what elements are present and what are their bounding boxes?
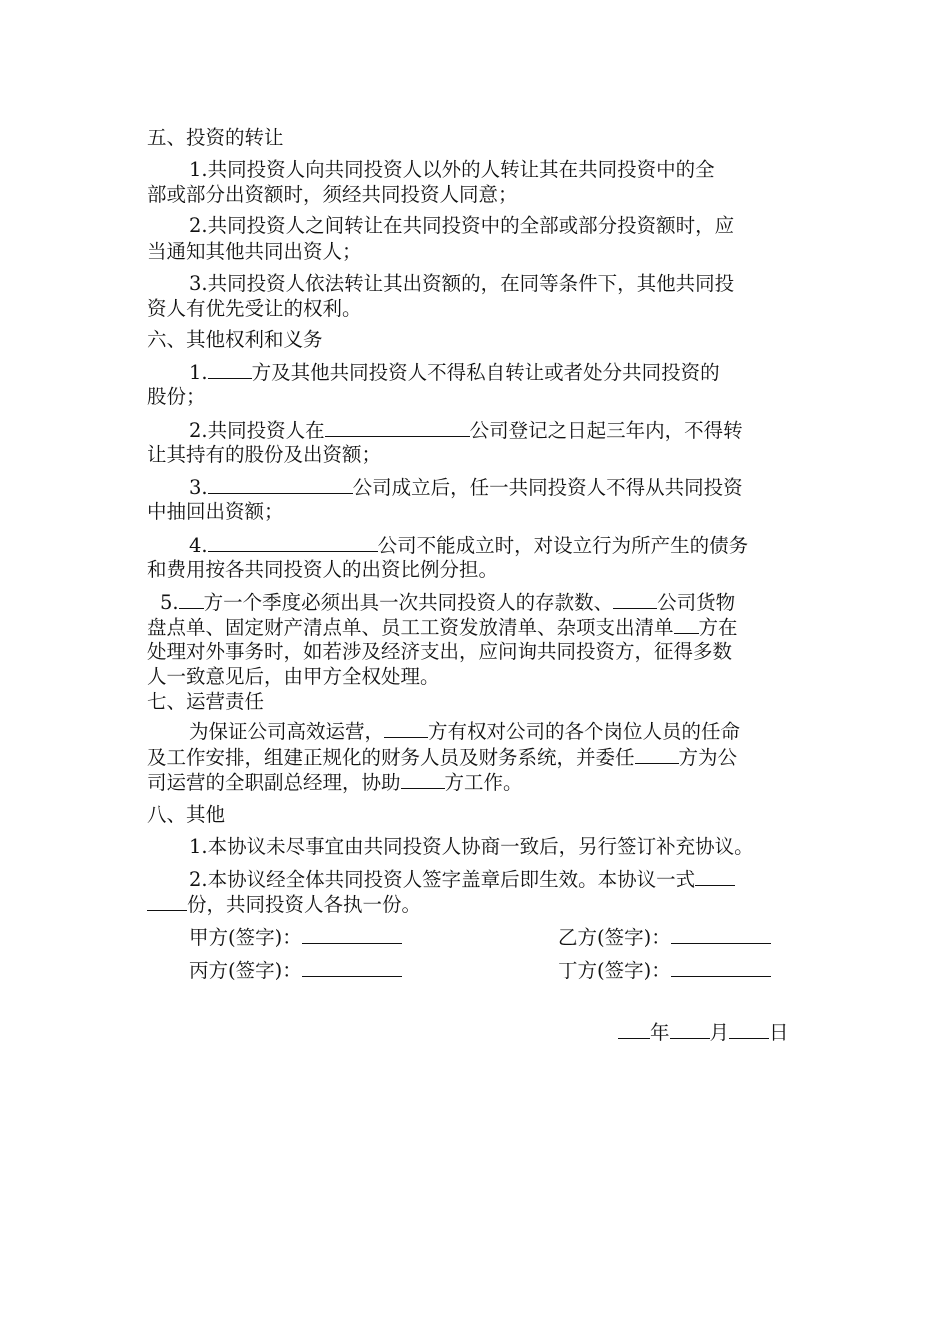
- signature-blank: [302, 958, 402, 977]
- section7-line2: [147, 745, 737, 770]
- signature-party-a: [189, 925, 402, 950]
- item-text: 方工作。: [444, 771, 523, 794]
- section6-item5-line1: [160, 590, 735, 615]
- item-text: 方及其他共同投资人不得私自转让或者处分共同投资的: [251, 361, 720, 384]
- signature-party-b: [558, 925, 771, 950]
- item-text: 公司不能成立时，对设立行为所产生的债务: [377, 534, 749, 557]
- fill-blank: [179, 590, 204, 609]
- item-text: 及工作安排，组建正规化的财务人员及财务系统，并委任: [147, 746, 635, 769]
- item-text: 公司货物: [657, 591, 736, 614]
- item-text: 为保证公司高效运营，: [189, 720, 385, 743]
- signature-blank: [671, 925, 771, 944]
- fill-blank: [208, 360, 252, 379]
- item-text: 司运营的全职副总经理，协助: [147, 771, 401, 794]
- item-text: 2.共同投资人在: [189, 419, 325, 442]
- signature-blank: [302, 925, 402, 944]
- fill-blank: [635, 745, 679, 764]
- item-text: 方有权对公司的各个岗位人员的任命: [428, 720, 741, 743]
- month-label: 月: [709, 1021, 730, 1044]
- item-text: 3.: [189, 476, 208, 499]
- fill-blank: [208, 533, 378, 552]
- section6-item2-line1: [189, 418, 743, 443]
- section6-heading: 六、其他权利和义务: [147, 328, 323, 351]
- item-text: 方为公: [678, 746, 738, 769]
- day-label: 日: [769, 1021, 789, 1044]
- fill-blank: [613, 590, 657, 609]
- section6-item5-line3: 处理对外事务时，如若涉及经济支出，应问询共同投资方，征得多数: [147, 640, 733, 663]
- section5-item1-line1: 1.共同投资人向共同投资人以外的人转让其在共同投资中的全: [189, 158, 715, 181]
- year-label: 年: [650, 1021, 670, 1044]
- item-text: 2.本协议经全体共同投资人签字盖章后即生效。本协议一式: [189, 868, 696, 891]
- signature-label: 丁方(签字)：: [558, 959, 671, 982]
- section5-item3-line2: 资人有优先受让的权利。: [147, 297, 362, 320]
- section6-item1-line1: [189, 360, 720, 385]
- section8-item1: 1.本协议未尽事宜由共同投资人协商一致后，另行签订补充协议。: [189, 835, 754, 858]
- section6-item4-line2: 和费用按各共同投资人的出资比例分担。: [147, 558, 499, 581]
- fill-blank: [325, 418, 470, 437]
- item-text: 4.: [189, 534, 208, 557]
- section6-item2-line2: 让其持有的股份及出资额；: [147, 443, 382, 466]
- day-blank: [729, 1020, 769, 1039]
- section5-item3-line1: 3.共同投资人依法转让其出资额的，在同等条件下，其他共同投: [189, 272, 735, 295]
- signature-label: 甲方(签字)：: [189, 926, 302, 949]
- section6-item3-line1: [189, 475, 743, 500]
- signature-label: 乙方(签字)：: [558, 926, 671, 949]
- fill-blank: [147, 892, 187, 911]
- month-blank: [670, 1020, 710, 1039]
- item-text: 方在: [698, 616, 738, 639]
- section6-item5-line2: [147, 615, 738, 640]
- fill-blank: [384, 719, 428, 738]
- section7-line1: [189, 719, 740, 744]
- item-text: 盘点单、固定财产清点单、员工工资发放清单、杂项支出清单: [147, 616, 674, 639]
- section6-item5-line4: 人一致意见后，由甲方全权处理。: [147, 665, 440, 688]
- signature-blank: [671, 958, 771, 977]
- section5-item2-line1: 2.共同投资人之间转让在共同投资中的全部或部分投资额时，应: [189, 214, 735, 237]
- signature-label: 丙方(签字)：: [189, 959, 302, 982]
- item-text: 公司登记之日起三年内，不得转: [469, 419, 743, 442]
- section8-item2-line1: [189, 867, 735, 892]
- section6-item1-line2: 股份；: [147, 385, 206, 408]
- section6-item4-line1: [189, 533, 748, 558]
- item-text: 1.: [189, 361, 208, 384]
- item-text: 方一个季度必须出具一次共同投资人的存款数、: [203, 591, 614, 614]
- signing-date: [618, 1020, 789, 1045]
- item-text: 5.: [160, 591, 179, 614]
- signature-party-c: [189, 958, 402, 983]
- item-text: 份，共同投资人各执一份。: [187, 893, 422, 916]
- item-text: 公司成立后，任一共同投资人不得从共同投资: [352, 476, 743, 499]
- signature-party-d: [558, 958, 771, 983]
- year-blank: [618, 1020, 650, 1039]
- section8-item2-line2: [147, 892, 421, 917]
- section5-item1-line2: 部或部分出资额时，须经共同投资人同意；: [147, 183, 518, 206]
- section7-heading: 七、运营责任: [147, 690, 265, 713]
- fill-blank: [208, 475, 353, 494]
- fill-blank: [674, 615, 699, 634]
- fill-blank: [695, 867, 735, 886]
- fill-blank: [401, 770, 445, 789]
- section6-item3-line2: 中抽回出资额；: [147, 500, 284, 523]
- section5-item2-line2: 当通知其他共同出资人；: [147, 240, 362, 263]
- section7-line3: [147, 770, 523, 795]
- section5-heading: 五、投资的转让: [147, 126, 284, 149]
- section8-heading: 八、其他: [147, 803, 226, 826]
